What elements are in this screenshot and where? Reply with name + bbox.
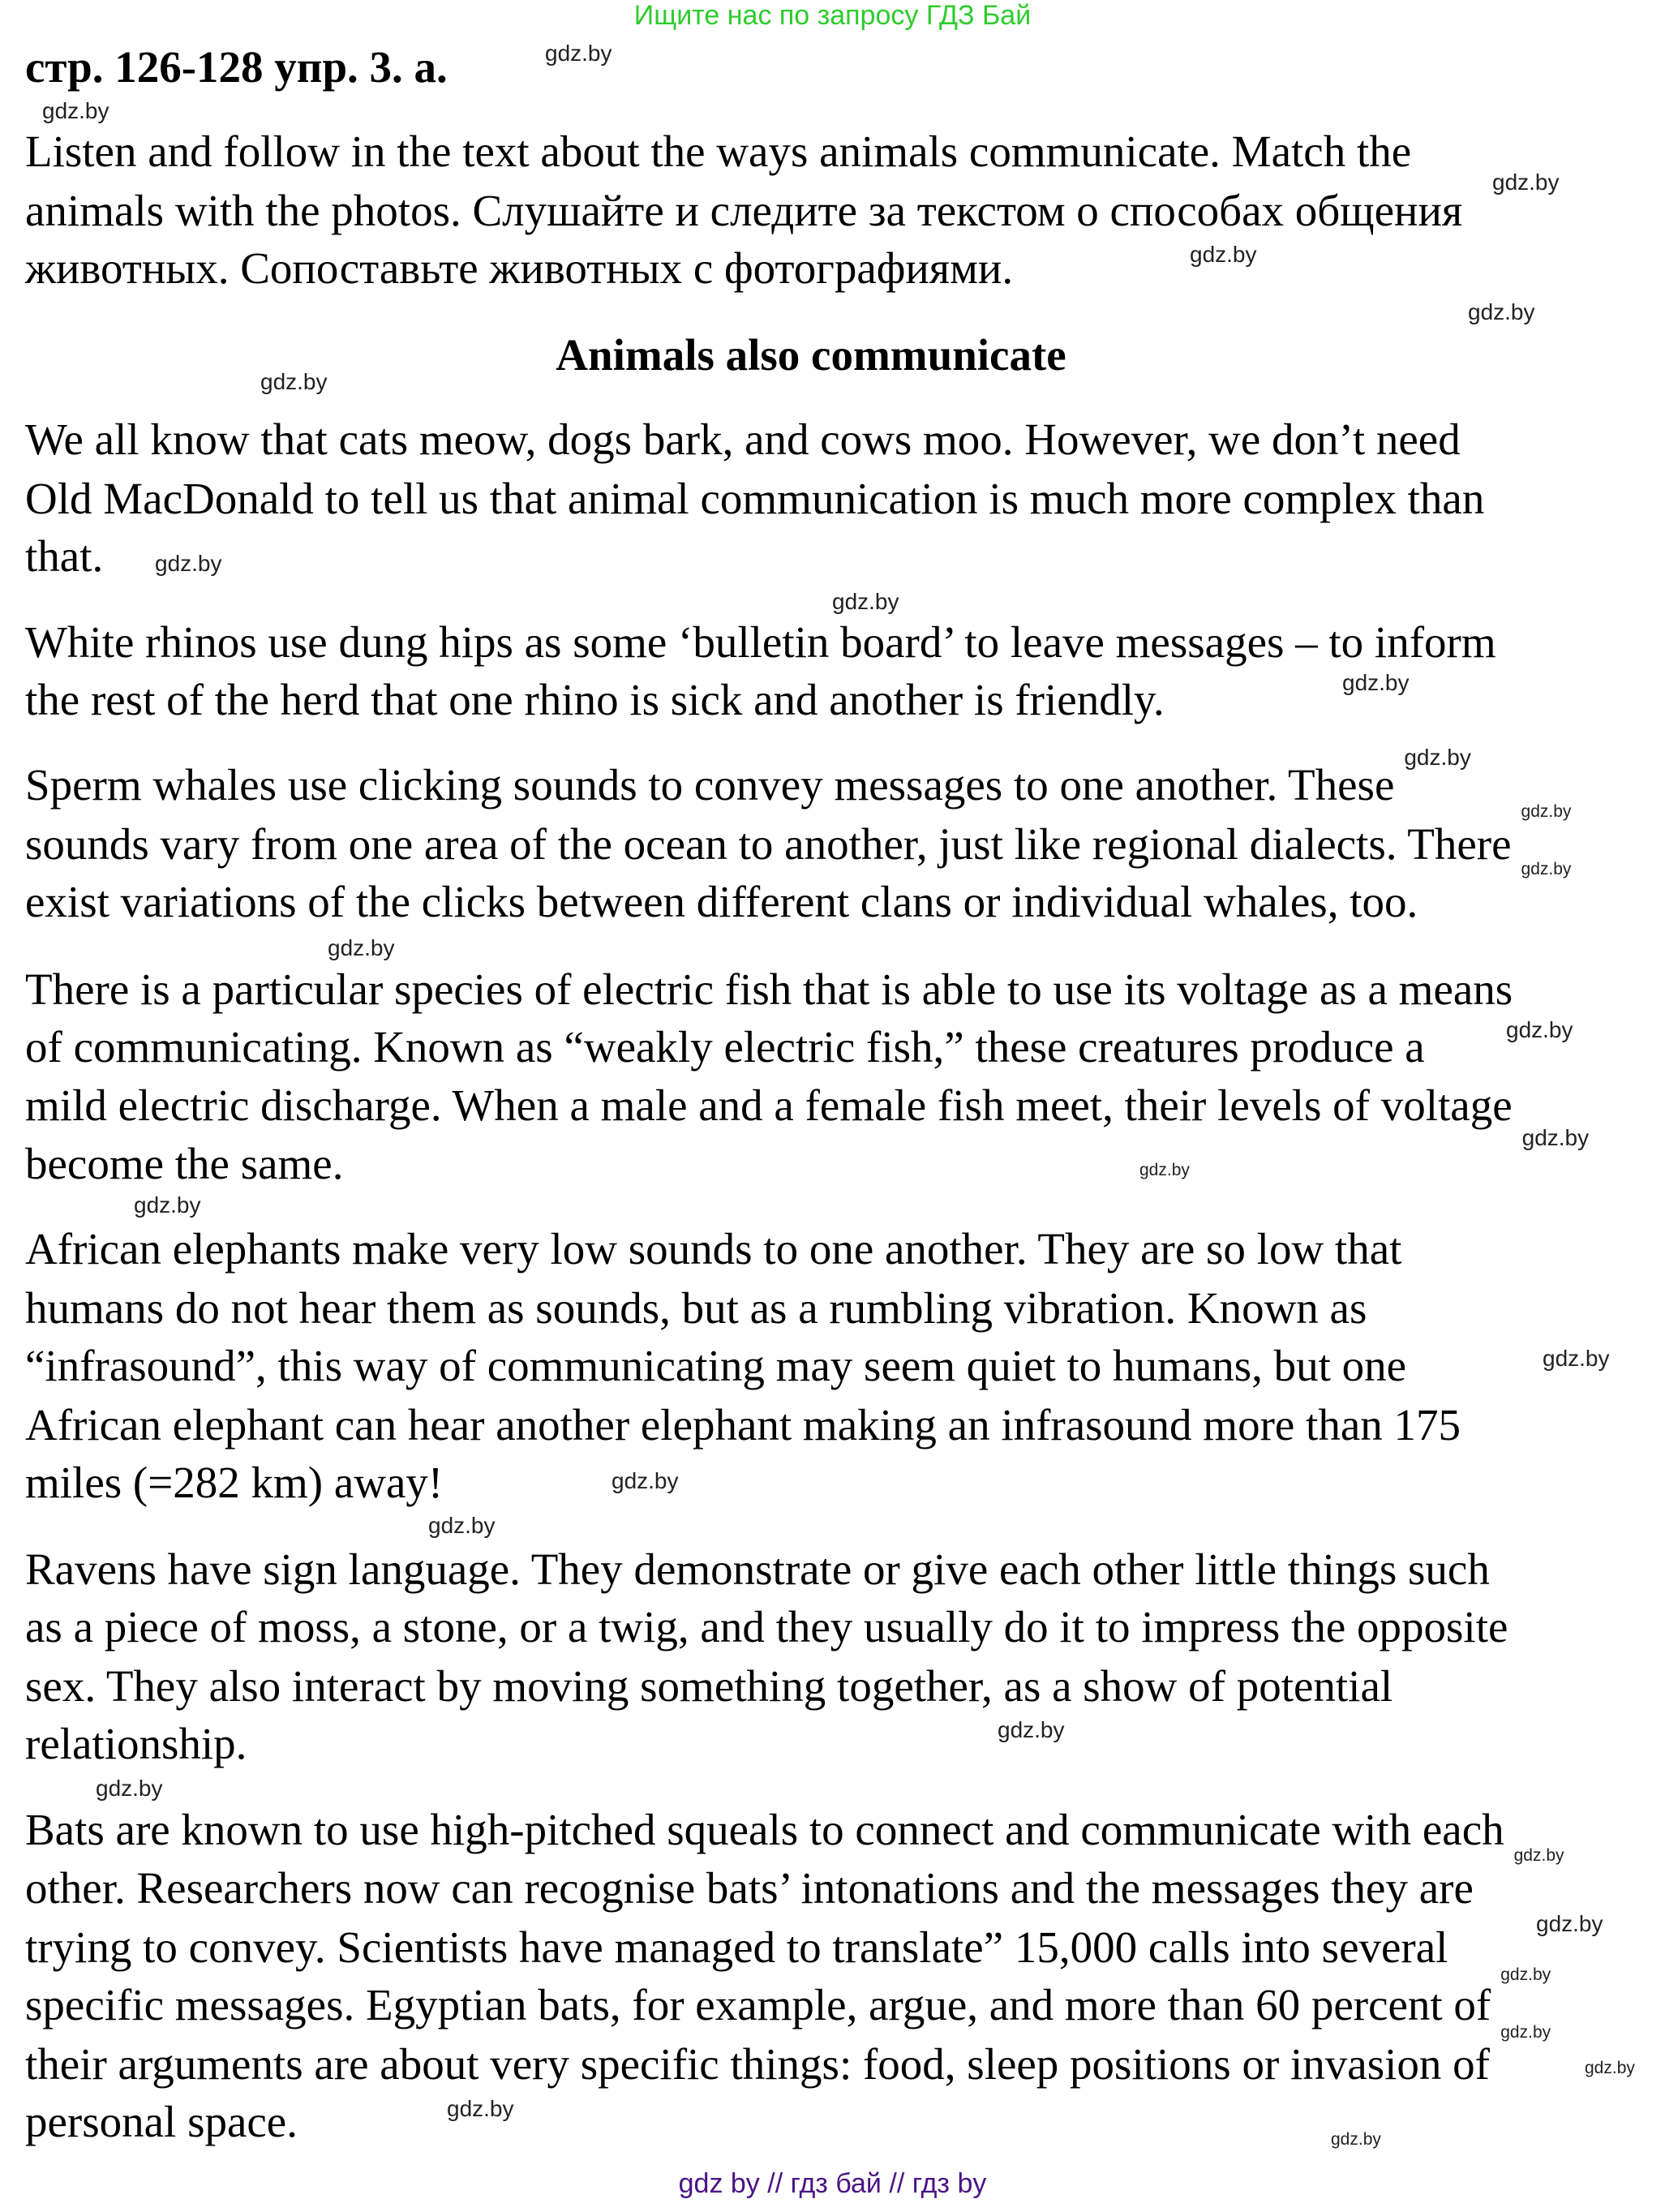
- watermark-text: gdz.by: [1500, 2023, 1551, 2042]
- watermark-text: gdz.by: [1139, 1161, 1190, 1179]
- watermark-text: gdz.by: [1506, 1017, 1573, 1042]
- paragraph-line: White rhinos use dung hips as some ‘bulletin board’ to leave messages – to inform: [25, 617, 1496, 667]
- watermark-text: gdz.by: [832, 589, 899, 614]
- watermark-text: gdz.by: [1331, 2130, 1381, 2149]
- search-banner: Ищите нас по запросу ГДЗ Бай: [633, 0, 1032, 31]
- watermark-text: gdz.by: [155, 551, 222, 576]
- watermark-text: gdz.by: [1536, 1911, 1603, 1936]
- paragraph-line: African elephant can hear another elephant making an infrasound more than 175: [25, 1400, 1461, 1450]
- watermark-text: gdz.by: [260, 369, 328, 394]
- paragraph-line: become the same.: [25, 1139, 344, 1188]
- paragraph-line: There is a particular species of electric fish that is able to use its voltage as a means: [25, 964, 1513, 1014]
- paragraph-line: of communicating. Known as “weakly electric fish,” these creatures produce a: [25, 1022, 1425, 1072]
- paragraph-line: personal space.: [25, 2097, 298, 2146]
- instruction-line: Listen and follow in the text about the ways animals communicate. Match the: [25, 127, 1412, 176]
- paragraph-line: Old MacDonald to tell us that animal communication is much more complex than: [25, 474, 1485, 523]
- paragraph-line: specific messages. Egyptian bats, for example, argue, and more than 60 percent of: [25, 1980, 1491, 2029]
- watermark-text: gdz.by: [612, 1468, 679, 1493]
- instruction-line: animals with the photos. Слушайте и следите за текстом о способах общения: [25, 186, 1463, 235]
- watermark-text: gdz.by: [1521, 860, 1572, 878]
- watermark-text: gdz.by: [1468, 299, 1535, 324]
- paragraph-line: Ravens have sign language. They demonstrate or give each other little things such: [25, 1544, 1490, 1594]
- watermark-text: gdz.by: [1500, 1965, 1551, 1984]
- paragraph-line: sex. They also interact by moving something together, as a show of potential: [25, 1661, 1393, 1711]
- paragraph-line: trying to convey. Scientists have managed to translate” 15,000 calls into several: [25, 1922, 1448, 1972]
- paragraph-line: humans do not hear them as sounds, but as a rumbling vibration. Known as: [25, 1283, 1367, 1333]
- paragraph-line: miles (=282 km) away!: [25, 1458, 444, 1507]
- paragraph-line: Bats are known to use high-pitched squeals to connect and communicate with each: [25, 1805, 1504, 1854]
- paragraph-line: exist variations of the clicks between different clans or individual whales, too.: [25, 877, 1418, 926]
- page-title: стр. 126-128 упр. 3. а.: [25, 42, 448, 92]
- watermark-text: gdz.by: [96, 1776, 163, 1801]
- watermark-text: gdz.by: [1492, 170, 1560, 195]
- watermark-text: gdz.by: [1543, 1346, 1610, 1371]
- paragraph-line: their arguments are about very specific things: food, sleep positions or invasion of: [25, 2039, 1490, 2089]
- paragraph-line: as a piece of moss, a stone, or a twig, and they usually do it to impress the opposite: [25, 1602, 1508, 1651]
- paragraph-line: that.: [25, 531, 104, 581]
- paragraph-line: sounds vary from one area of the ocean to another, just like regional dialects. There: [25, 819, 1512, 869]
- watermark-text: gdz.by: [1513, 1846, 1564, 1865]
- paragraph-line: other. Researchers now can recognise bats’ intonations and the messages they are: [25, 1863, 1474, 1913]
- watermark-text: gdz.by: [42, 98, 109, 123]
- paragraph-line: relationship.: [25, 1719, 247, 1768]
- watermark-text: gdz.by: [328, 935, 395, 960]
- watermark-text: gdz.by: [1521, 1125, 1590, 1150]
- watermark-text: gdz.by: [428, 1513, 496, 1538]
- article-heading: Animals also communicate: [556, 330, 1066, 380]
- watermark-text: gdz.by: [1521, 802, 1572, 821]
- watermark-text: gdz.by: [1404, 745, 1471, 770]
- footer-links[interactable]: gdz by // гдз бай // гдз by: [678, 2168, 987, 2199]
- paragraph-line: mild electric discharge. When a male and a female fish meet, their levels of voltage: [25, 1080, 1513, 1130]
- paragraph-line: African elephants make very low sounds to one another. They are so low that: [25, 1224, 1402, 1274]
- watermark-text: gdz.by: [998, 1717, 1065, 1742]
- instruction-line: животных. Сопоставьте животных с фотографиями.: [25, 243, 1014, 293]
- watermark-text: gdz.by: [1585, 2059, 1635, 2077]
- watermark-text: gdz.by: [1190, 242, 1257, 267]
- paragraph-line: We all know that cats meow, dogs bark, and cows moo. However, we don’t need: [25, 414, 1461, 464]
- watermark-text: gdz.by: [1342, 670, 1410, 695]
- paragraph-line: Sperm whales use clicking sounds to convey messages to one another. These: [25, 760, 1395, 810]
- watermark-text: gdz.by: [545, 41, 612, 66]
- watermark-text: gdz.by: [134, 1192, 201, 1218]
- paragraph-line: the rest of the herd that one rhino is sick and another is friendly.: [25, 675, 1165, 724]
- paragraph-line: “infrasound”, this way of communicating may seem quiet to humans, but one: [25, 1341, 1407, 1390]
- watermark-text: gdz.by: [447, 2096, 514, 2121]
